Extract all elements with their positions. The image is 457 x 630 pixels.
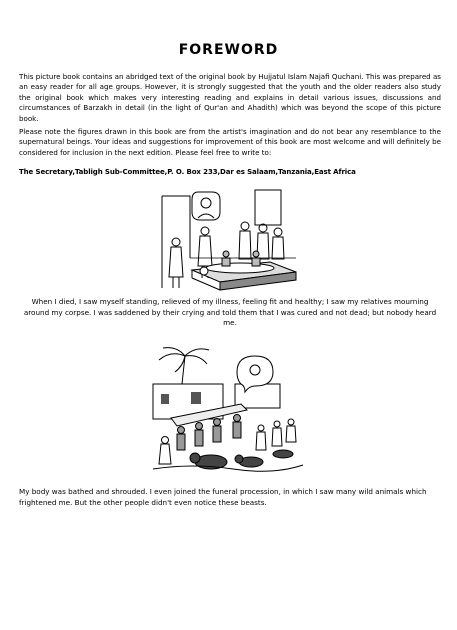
deathbed-illustration	[160, 188, 298, 293]
figure-2-caption: My body was bathed and shrouded. I even joined the funeral procession, in which I saw many wild animals which frightened me. But the other people didn't even notice these beasts.	[19, 487, 427, 507]
figure-1-caption: When I died, I saw myself standing, relieved of my illness, feeling fit and healthy; I saw my relatives mourning around my corpse. I was saddened by their crying and told them that I was cured and not dead; but nobody heard me.	[23, 297, 437, 327]
funeral-procession-illustration	[151, 344, 304, 474]
contact-address: The Secretary,Tabligh Sub-Committee,P. O. Box 233,Dar es Salaam,Tanzania,East Africa	[19, 168, 356, 176]
page-title: FOREWORD	[178, 42, 279, 58]
foreword-paragraph-2: Please note the figures drawn in this book are from the artist's imagination and do not bear any resemblance to the supernatural beings. Your ideas and suggestions for improvement of this book are most welcome and will definitely be considered for inclusion in the next edition. Please feel free to write to:	[19, 127, 441, 157]
foreword-paragraph-1: This picture book contains an abridged text of the original book by Hujjatul Islam Najafi Quchani. This was prepared as an easy reader for all age groups. However, it is strongly suggested that the youth and the older readers also study the original book which makes very interesting reading and explains in detail various issues, discussions and circumstances of Barzakh in detail (in the light of Qur'an and Ahadith) which was beyond the scope of this picture book.	[19, 72, 441, 123]
